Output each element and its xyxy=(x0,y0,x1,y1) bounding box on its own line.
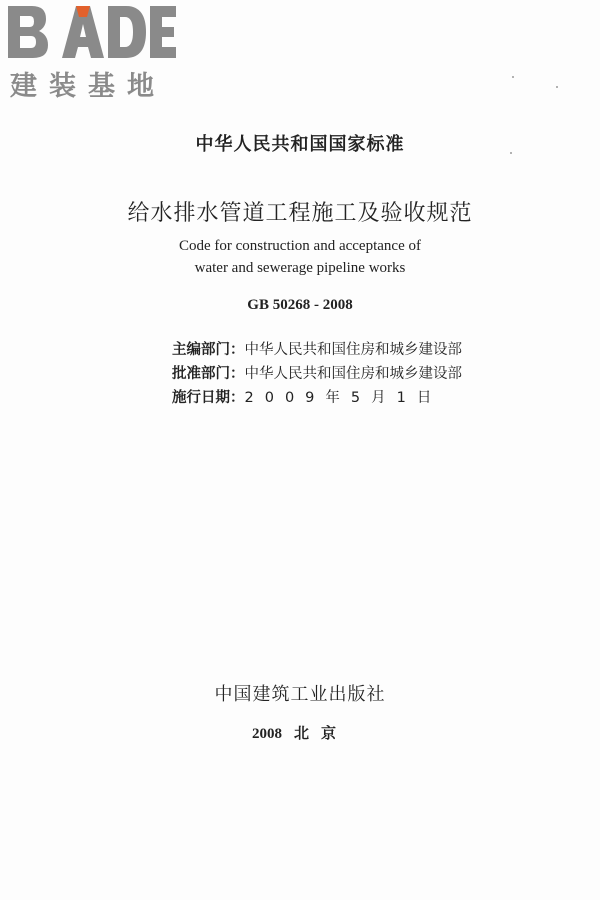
standard-code: GB 50268 - 2008 xyxy=(247,297,353,313)
bade-logo-icon xyxy=(6,4,176,60)
publication-year: 2008 xyxy=(251,726,282,742)
info-value: 中华人民共和国住房和城乡建设部 xyxy=(244,366,462,382)
info-row-chief-editor xyxy=(172,338,462,359)
bade-logo-subtitle: 建装基地 xyxy=(10,71,166,102)
info-row-approver xyxy=(172,362,462,383)
info-label: 批准部门： xyxy=(172,366,245,382)
info-value: 中华人民共和国住房和城乡建设部 xyxy=(244,342,462,358)
title-chinese: 给水排水管道工程施工及验收规范 xyxy=(127,201,473,226)
info-label: 施行日期： xyxy=(172,390,245,406)
publication-date-place xyxy=(0,722,600,743)
scan-speck xyxy=(556,86,558,88)
info-row-effective-date xyxy=(172,386,442,407)
publisher-name: 中国建筑工业出版社 xyxy=(214,684,386,705)
info-label: 主编部门： xyxy=(172,342,245,358)
bade-logo xyxy=(6,4,176,102)
publication-city: 北京 xyxy=(293,724,348,742)
scan-speck xyxy=(512,76,514,78)
standard-type: 中华人民共和国国家标准 xyxy=(195,134,405,155)
title-english-line-2: water and sewerage pipeline works xyxy=(194,260,406,276)
title-english-line-1: Code for construction and acceptance of xyxy=(179,238,421,254)
info-value: 2009年5月1日 xyxy=(244,390,443,406)
